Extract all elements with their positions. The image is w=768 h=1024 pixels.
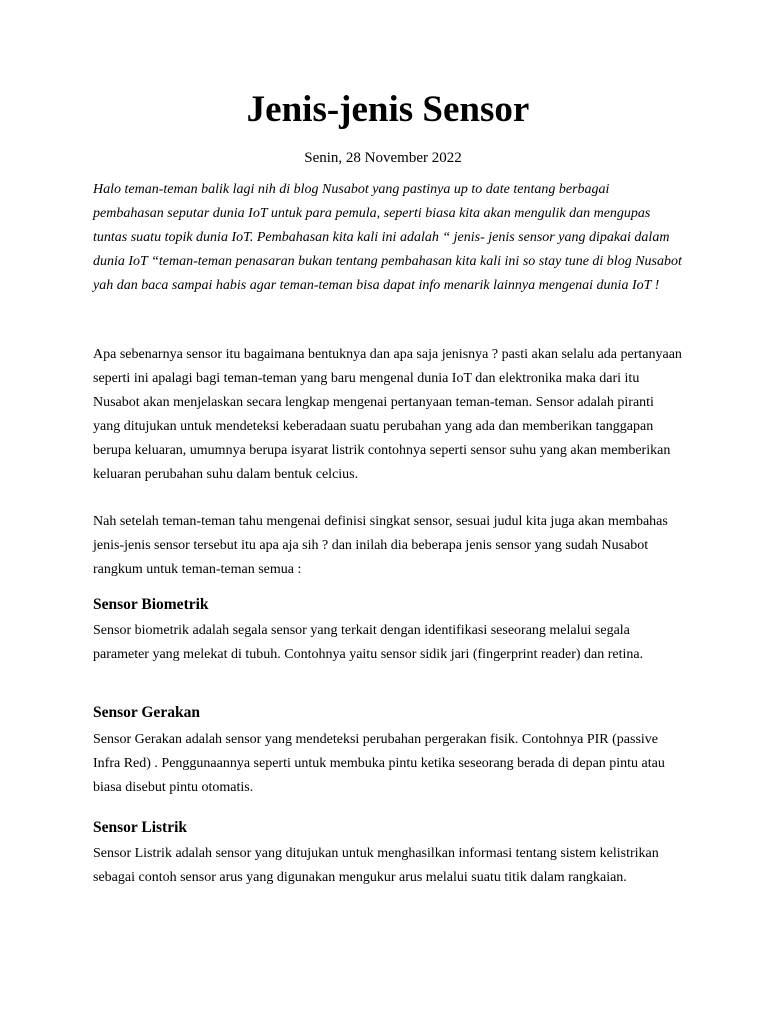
section-body-gerakan: Sensor Gerakan adalah sensor yang mendeteksi perubahan pergerakan fisik. Contohnya PIR (passive Infra Red) . Penggunaannya seperti untuk membuka pintu ketika seseorang berada di depan pintu atau biasa disebut pintu otomatis. bbox=[93, 732, 665, 795]
section-heading-gerakan: Sensor Gerakan bbox=[93, 704, 200, 721]
transition-paragraph: Nah setelah teman-teman tahu mengenai definisi singkat sensor, sesuai judul kita juga akan membahas jenis-jenis sensor tersebut itu apa aja sih ? dan inilah dia beberapa jenis sensor yang sudah Nusabot rangkum untuk teman-teman semua : bbox=[93, 514, 668, 577]
intro-paragraph: Halo teman-teman balik lagi nih di blog Nusabot yang pastinya up to date tentang berbagai pembahasan seputar dunia IoT untuk para pemula, seperti biasa kita akan mengulik dan mengupas tuntas suatu topik dunia IoT. Pembahasan kita kali ini adalah “ jenis- jenis sensor yang dipakai dalam dunia IoT “teman-teman penasaran bukan tentang pembahasan kita kali ini so stay tune di blog Nusabot yah dan baca sampai habis agar teman-teman bisa dapat info menarik lainnya mengenai dunia IoT ! bbox=[93, 182, 682, 293]
section-body-biometrik: Sensor biometrik adalah segala sensor yang terkait dengan identifikasi seseorang melalui segala parameter yang melekat di tubuh. Contohnya yaitu sensor sidik jari (fingerprint reader) dan retina. bbox=[93, 623, 644, 662]
definition-paragraph: Apa sebenarnya sensor itu bagaimana bentuknya dan apa saja jenisnya ? pasti akan selalu ada pertanyaan seperti ini apalagi bagi teman-teman yang baru mengenal dunia IoT dan elektronika maka dari itu Nusabot akan menjelaskan secara lengkap mengenai pertanyaan teman-teman. Sensor adalah piranti yang ditujukan untuk mendeteksi keberadaan suatu perubahan yang ada dan memberikan tanggapan berupa keluaran, umumnya berupa isyarat listrik contohnya seperti sensor suhu yang akan memberikan keluaran perubahan suhu dalam bentuk celcius. bbox=[93, 347, 682, 482]
section-heading-biometrik: Sensor Biometrik bbox=[93, 596, 209, 613]
document-date: Senin, 28 November 2022 bbox=[304, 150, 462, 166]
document-title: Jenis-jenis Sensor bbox=[246, 89, 530, 130]
section-heading-listrik: Sensor Listrik bbox=[93, 819, 188, 836]
section-body-listrik: Sensor Listrik adalah sensor yang ditujukan untuk menghasilkan informasi tentang sistem kelistrikan sebagai contoh sensor arus yang digunakan mengukur arus melalui suatu titik dalam rangkaian. bbox=[93, 846, 659, 885]
